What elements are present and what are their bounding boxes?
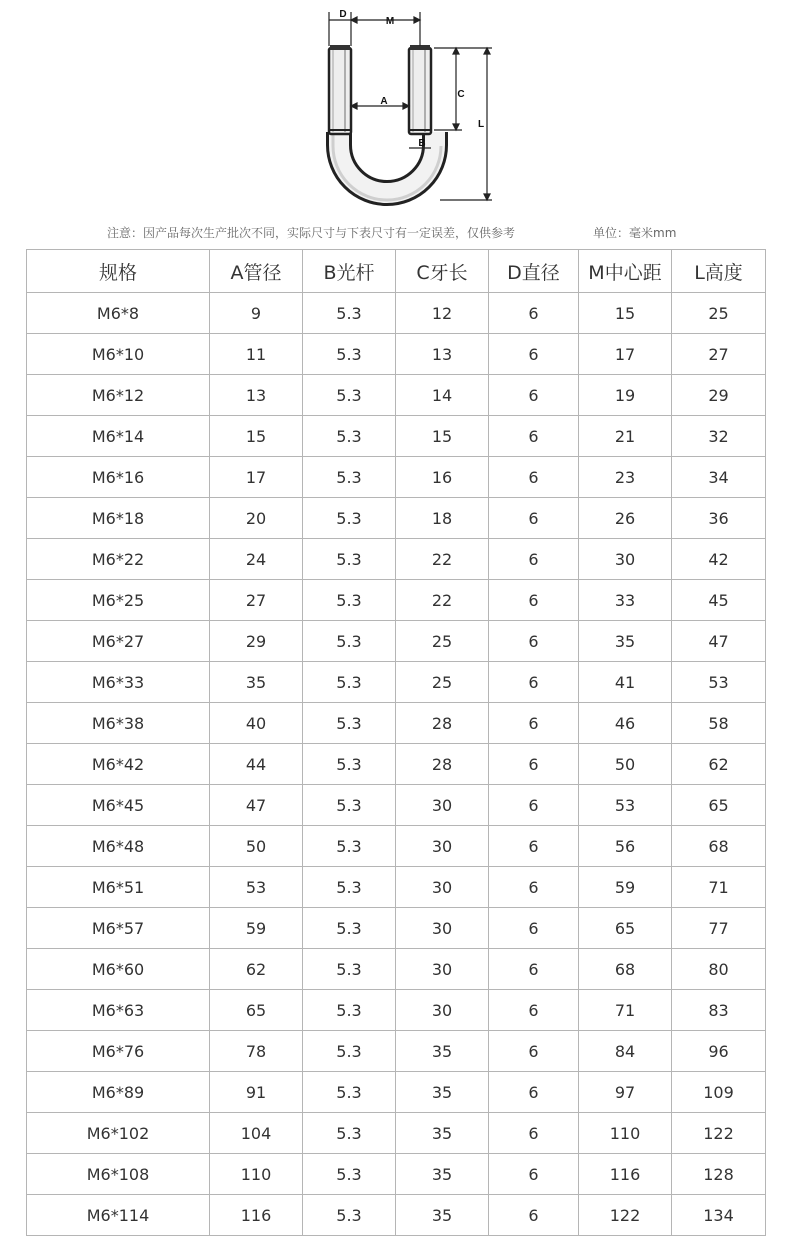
cell-a: 91 — [210, 1072, 303, 1113]
cell-spec: M6*63 — [27, 990, 210, 1031]
cell-a: 50 — [210, 826, 303, 867]
table-row — [27, 867, 766, 908]
cell-b: 5.3 — [303, 1154, 396, 1195]
cell-c: 35 — [396, 1195, 489, 1236]
label-d: D — [339, 9, 347, 20]
cell-m: 59 — [579, 867, 672, 908]
cell-a: 20 — [210, 498, 303, 539]
table-row — [27, 908, 766, 949]
cell-c: 35 — [396, 1031, 489, 1072]
cell-l: 29 — [672, 375, 766, 416]
cell-b: 5.3 — [303, 498, 396, 539]
cell-d: 6 — [489, 908, 579, 949]
cell-l: 65 — [672, 785, 766, 826]
table-row — [27, 1154, 766, 1195]
cell-spec: M6*22 — [27, 539, 210, 580]
cell-d: 6 — [489, 375, 579, 416]
cell-spec: M6*89 — [27, 1072, 210, 1113]
cell-m: 41 — [579, 662, 672, 703]
table-row — [27, 580, 766, 621]
cell-d: 6 — [489, 1154, 579, 1195]
cell-l: 134 — [672, 1195, 766, 1236]
cell-l: 80 — [672, 949, 766, 990]
cell-spec: M6*102 — [27, 1113, 210, 1154]
cell-l: 122 — [672, 1113, 766, 1154]
cell-m: 35 — [579, 621, 672, 662]
cell-spec: M6*16 — [27, 457, 210, 498]
cell-l: 32 — [672, 416, 766, 457]
cell-d: 6 — [489, 1195, 579, 1236]
table-row — [27, 375, 766, 416]
cell-spec: M6*60 — [27, 949, 210, 990]
cell-a: 116 — [210, 1195, 303, 1236]
cell-c: 15 — [396, 416, 489, 457]
cell-spec: M6*38 — [27, 703, 210, 744]
cell-m: 122 — [579, 1195, 672, 1236]
cell-m: 110 — [579, 1113, 672, 1154]
cell-c: 12 — [396, 293, 489, 334]
cell-b: 5.3 — [303, 744, 396, 785]
cell-d: 6 — [489, 867, 579, 908]
cell-spec: M6*12 — [27, 375, 210, 416]
cell-a: 62 — [210, 949, 303, 990]
label-l: L — [477, 119, 485, 130]
cell-c: 22 — [396, 539, 489, 580]
cell-c: 28 — [396, 703, 489, 744]
table-row — [27, 293, 766, 334]
table-row — [27, 744, 766, 785]
header-b: B光杆 — [303, 250, 396, 293]
cell-m: 53 — [579, 785, 672, 826]
cell-c: 30 — [396, 990, 489, 1031]
u-bolt-diagram — [0, 0, 790, 215]
cell-m: 71 — [579, 990, 672, 1031]
cell-spec: M6*42 — [27, 744, 210, 785]
cell-b: 5.3 — [303, 580, 396, 621]
cell-d: 6 — [489, 539, 579, 580]
cell-a: 27 — [210, 580, 303, 621]
cell-m: 30 — [579, 539, 672, 580]
cell-b: 5.3 — [303, 375, 396, 416]
cell-b: 5.3 — [303, 867, 396, 908]
cell-m: 116 — [579, 1154, 672, 1195]
cell-a: 44 — [210, 744, 303, 785]
cell-a: 11 — [210, 334, 303, 375]
cell-m: 46 — [579, 703, 672, 744]
cell-c: 28 — [396, 744, 489, 785]
cell-d: 6 — [489, 416, 579, 457]
cell-b: 5.3 — [303, 990, 396, 1031]
cell-spec: M6*76 — [27, 1031, 210, 1072]
cell-a: 65 — [210, 990, 303, 1031]
unit-text: 单位：毫米mm — [593, 226, 677, 240]
cell-b: 5.3 — [303, 662, 396, 703]
cell-spec: M6*45 — [27, 785, 210, 826]
table-row — [27, 949, 766, 990]
cell-d: 6 — [489, 990, 579, 1031]
cell-d: 6 — [489, 826, 579, 867]
header-c: C牙长 — [396, 250, 489, 293]
cell-spec: M6*27 — [27, 621, 210, 662]
cell-a: 17 — [210, 457, 303, 498]
cell-m: 65 — [579, 908, 672, 949]
cell-d: 6 — [489, 621, 579, 662]
cell-b: 5.3 — [303, 457, 396, 498]
table-row — [27, 826, 766, 867]
cell-c: 13 — [396, 334, 489, 375]
cell-spec: M6*14 — [27, 416, 210, 457]
cell-m: 84 — [579, 1031, 672, 1072]
cell-spec: M6*10 — [27, 334, 210, 375]
label-m: M — [385, 16, 395, 27]
cell-m: 19 — [579, 375, 672, 416]
note-text: 注意：因产品每次生产批次不同，实际尺寸与下表尺寸有一定误差，仅供参考 — [107, 226, 516, 240]
cell-a: 35 — [210, 662, 303, 703]
cell-b: 5.3 — [303, 1195, 396, 1236]
label-a: A — [380, 96, 388, 107]
table-row — [27, 703, 766, 744]
table-row — [27, 1113, 766, 1154]
cell-spec: M6*33 — [27, 662, 210, 703]
cell-l: 83 — [672, 990, 766, 1031]
cell-a: 29 — [210, 621, 303, 662]
label-c: C — [457, 89, 465, 100]
header-d: D直径 — [489, 250, 579, 293]
cell-b: 5.3 — [303, 416, 396, 457]
cell-b: 5.3 — [303, 703, 396, 744]
cell-spec: M6*8 — [27, 293, 210, 334]
table-row — [27, 457, 766, 498]
cell-m: 26 — [579, 498, 672, 539]
cell-spec: M6*51 — [27, 867, 210, 908]
table-row — [27, 662, 766, 703]
cell-c: 35 — [396, 1113, 489, 1154]
cell-spec: M6*18 — [27, 498, 210, 539]
cell-d: 6 — [489, 293, 579, 334]
table-row — [27, 1031, 766, 1072]
cell-c: 35 — [396, 1072, 489, 1113]
header-l: L高度 — [672, 250, 766, 293]
cell-m: 21 — [579, 416, 672, 457]
cell-l: 25 — [672, 293, 766, 334]
cell-m: 23 — [579, 457, 672, 498]
cell-l: 109 — [672, 1072, 766, 1113]
cell-a: 13 — [210, 375, 303, 416]
cell-b: 5.3 — [303, 826, 396, 867]
cell-l: 96 — [672, 1031, 766, 1072]
cell-c: 14 — [396, 375, 489, 416]
cell-spec: M6*114 — [27, 1195, 210, 1236]
cell-l: 34 — [672, 457, 766, 498]
cell-m: 97 — [579, 1072, 672, 1113]
cell-c: 16 — [396, 457, 489, 498]
cell-d: 6 — [489, 457, 579, 498]
cell-c: 25 — [396, 662, 489, 703]
cell-a: 47 — [210, 785, 303, 826]
cell-b: 5.3 — [303, 539, 396, 580]
table-row — [27, 498, 766, 539]
u-bolt-body — [329, 45, 441, 200]
cell-c: 30 — [396, 867, 489, 908]
table-header-row — [27, 250, 766, 293]
table-row — [27, 990, 766, 1031]
cell-b: 5.3 — [303, 1031, 396, 1072]
cell-m: 50 — [579, 744, 672, 785]
table-row — [27, 334, 766, 375]
table-row — [27, 785, 766, 826]
cell-l: 62 — [672, 744, 766, 785]
cell-b: 5.3 — [303, 908, 396, 949]
cell-a: 9 — [210, 293, 303, 334]
cell-spec: M6*25 — [27, 580, 210, 621]
note-bar — [0, 222, 790, 242]
cell-d: 6 — [489, 1072, 579, 1113]
cell-c: 18 — [396, 498, 489, 539]
cell-d: 6 — [489, 1031, 579, 1072]
cell-l: 77 — [672, 908, 766, 949]
table-row — [27, 1072, 766, 1113]
cell-c: 30 — [396, 785, 489, 826]
table-row — [27, 621, 766, 662]
cell-c: 30 — [396, 908, 489, 949]
cell-d: 6 — [489, 498, 579, 539]
cell-a: 104 — [210, 1113, 303, 1154]
cell-l: 42 — [672, 539, 766, 580]
cell-b: 5.3 — [303, 293, 396, 334]
cell-a: 110 — [210, 1154, 303, 1195]
cell-a: 15 — [210, 416, 303, 457]
cell-a: 40 — [210, 703, 303, 744]
cell-l: 58 — [672, 703, 766, 744]
cell-m: 56 — [579, 826, 672, 867]
cell-d: 6 — [489, 1113, 579, 1154]
cell-m: 68 — [579, 949, 672, 990]
cell-a: 24 — [210, 539, 303, 580]
cell-b: 5.3 — [303, 1113, 396, 1154]
cell-b: 5.3 — [303, 949, 396, 990]
cell-l: 27 — [672, 334, 766, 375]
cell-c: 25 — [396, 621, 489, 662]
cell-d: 6 — [489, 334, 579, 375]
table-row — [27, 416, 766, 457]
table-row — [27, 539, 766, 580]
cell-a: 59 — [210, 908, 303, 949]
cell-spec: M6*57 — [27, 908, 210, 949]
cell-a: 53 — [210, 867, 303, 908]
header-m: M中心距 — [579, 250, 672, 293]
cell-c: 30 — [396, 826, 489, 867]
table-row — [27, 1195, 766, 1236]
cell-b: 5.3 — [303, 1072, 396, 1113]
cell-l: 47 — [672, 621, 766, 662]
cell-d: 6 — [489, 785, 579, 826]
cell-l: 36 — [672, 498, 766, 539]
spec-table — [26, 249, 766, 1236]
cell-b: 5.3 — [303, 621, 396, 662]
cell-d: 6 — [489, 744, 579, 785]
header-spec: 规格 — [27, 250, 210, 293]
cell-d: 6 — [489, 703, 579, 744]
cell-spec: M6*48 — [27, 826, 210, 867]
cell-c: 35 — [396, 1154, 489, 1195]
cell-l: 53 — [672, 662, 766, 703]
cell-l: 45 — [672, 580, 766, 621]
cell-l: 68 — [672, 826, 766, 867]
cell-m: 33 — [579, 580, 672, 621]
cell-a: 78 — [210, 1031, 303, 1072]
label-b: B — [418, 138, 426, 149]
cell-d: 6 — [489, 662, 579, 703]
cell-spec: M6*108 — [27, 1154, 210, 1195]
header-a: A管径 — [210, 250, 303, 293]
cell-b: 5.3 — [303, 334, 396, 375]
cell-l: 71 — [672, 867, 766, 908]
cell-l: 128 — [672, 1154, 766, 1195]
cell-d: 6 — [489, 949, 579, 990]
cell-d: 6 — [489, 580, 579, 621]
cell-c: 22 — [396, 580, 489, 621]
cell-m: 15 — [579, 293, 672, 334]
cell-b: 5.3 — [303, 785, 396, 826]
cell-m: 17 — [579, 334, 672, 375]
cell-c: 30 — [396, 949, 489, 990]
